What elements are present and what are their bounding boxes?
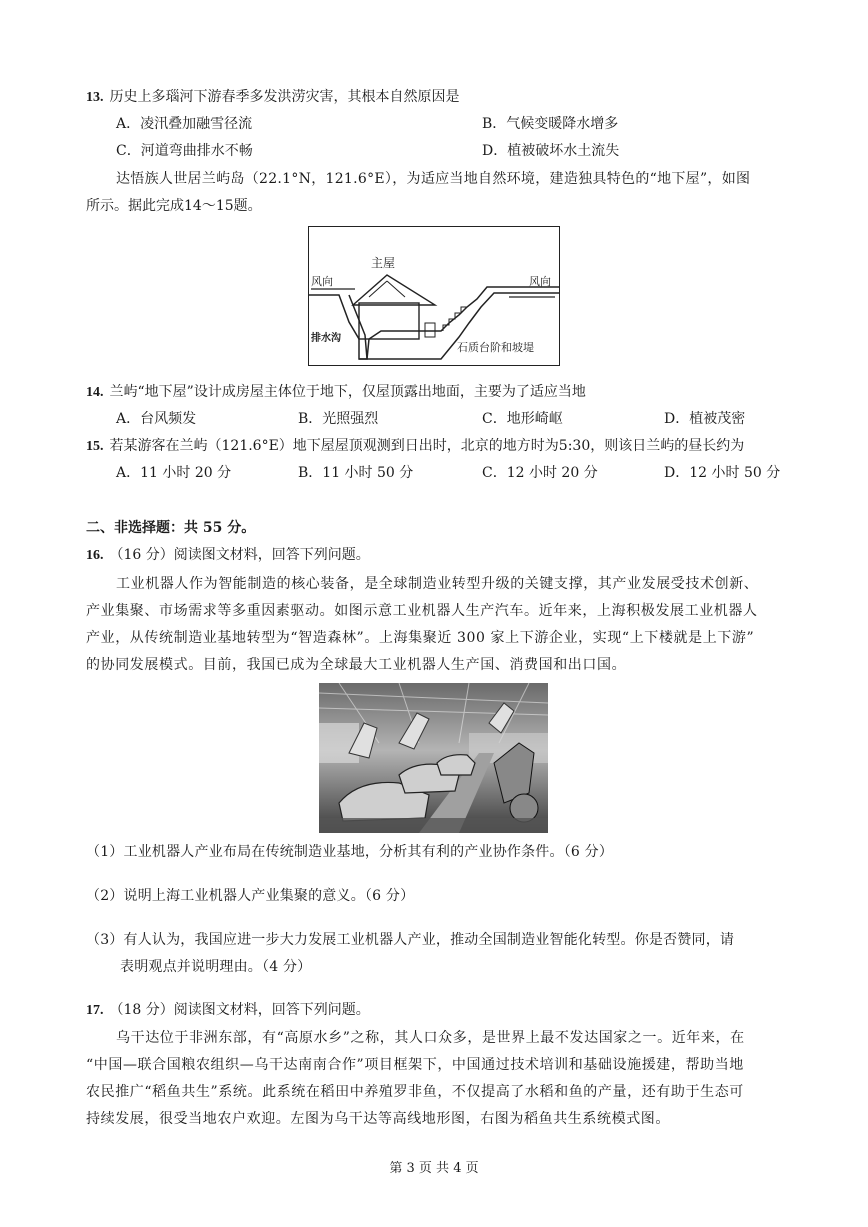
factory-photo-illustration xyxy=(319,683,548,833)
q14-option-c: C．地形崎岖 xyxy=(482,411,563,427)
roof-truss-right xyxy=(387,281,405,297)
robot-car-factory-photo xyxy=(319,683,548,833)
q16-sub1: （1）工业机器人产业布局在传统制造业基地，分析其有利的产业协作条件。（6 分） xyxy=(86,844,614,860)
main-house-body xyxy=(359,303,419,339)
q17-para-line4: 持续发展，很受当地农户欢迎。左图为乌干达等高线地形图，右图为稻鱼共生系统模式图。 xyxy=(86,1111,670,1127)
label-wind-left: 风向 xyxy=(311,275,333,288)
underground-house-figure xyxy=(308,226,560,366)
intro-14-15-line1: 达悟族人世居兰屿岛（22.1°N，121.6°E），为适应当地自然环境，建造独具特色的“地下屋”，如图 xyxy=(116,171,751,187)
q16-para-line1: 工业机器人作为智能制造的核心装备，是全球制造业转型升级的关键支撑，其产业发展受技术创新、 xyxy=(116,576,759,592)
side-hut xyxy=(425,323,435,337)
q15-option-b: B．11 小时 50 分 xyxy=(298,465,414,481)
q16-sub2: （2）说明上海工业机器人产业集聚的意义。（6 分） xyxy=(86,888,415,904)
q14-option-b: B．光照强烈 xyxy=(298,411,379,427)
q15-option-c: C．12 小时 20 分 xyxy=(482,465,598,481)
q14-option-a: A．台风频发 xyxy=(116,411,197,427)
q17-header-line xyxy=(86,1000,370,1021)
q14-stem: 兰屿“地下屋”设计成房屋主体位于地下，仅屋顶露出地面，主要为了适应当地 xyxy=(109,384,586,400)
label-wind-right: 风向 xyxy=(529,275,551,288)
main-house-roof xyxy=(353,275,435,305)
q16-header: （16 分）阅读图文材料，回答下列问题。 xyxy=(109,547,370,563)
q16-number: 16. xyxy=(86,548,104,563)
q14-stem-line xyxy=(86,382,586,403)
q15-option-d: D．12 小时 50 分 xyxy=(664,465,781,481)
q13-option-d: D．植被破坏水土流失 xyxy=(482,143,620,159)
q16-header-line xyxy=(86,545,370,566)
label-main-house: 主屋 xyxy=(371,256,396,270)
q14-number: 14. xyxy=(86,385,104,400)
label-drain: 排水沟 xyxy=(311,333,341,344)
q16-sub3-line2: 表明观点并说明理由。（4 分） xyxy=(120,959,312,975)
q15-stem: 若某游客在兰屿（121.6°E）地下屋屋顶观测到日出时，北京的地方时为5:30，则该日兰屿的昼长约为 xyxy=(109,438,745,454)
section2-heading: 二、非选择题：共 55 分。 xyxy=(86,520,256,536)
q16-para-line2: 产业集聚、市场需求等多重因素驱动。如图示意工业机器人生产汽车。近年来，上海积极发展工业机器人 xyxy=(86,603,758,619)
q17-number: 17. xyxy=(86,1003,104,1018)
q16-para-line3: 产业，从传统制造业基地转型为“智造森林”。上海集聚近 300 家上下游企业，实现“上下楼就是上下游” xyxy=(86,630,755,646)
q16-para-line4: 的协同发展模式。目前，我国已成为全球最大工业机器人生产国、消费国和出口国。 xyxy=(86,657,627,673)
q16-sub3-line1: （3）有人认为，我国应进一步大力发展工业机器人产业，推动全国制造业智能化转型。你是否赞同，请 xyxy=(86,932,735,948)
underground-house-diagram xyxy=(309,227,559,365)
q15-stem-line xyxy=(86,436,744,457)
q13-number: 13. xyxy=(86,90,104,105)
q13-option-a: A．凌汛叠加融雪径流 xyxy=(116,116,253,132)
q17-para-line1: 乌干达位于非洲东部，有“高原水乡”之称，其人口众多，是世界上最不发达国家之一。近年来，在 xyxy=(116,1030,745,1046)
q13-stem-line xyxy=(86,87,460,108)
q15-number: 15. xyxy=(86,439,104,454)
q13-option-b: B．气候变暖降水增多 xyxy=(482,116,619,132)
intro-14-15-line2: 所示。据此完成14～15题。 xyxy=(86,198,262,214)
page-footer: 第 3 页 共 4 页 xyxy=(389,1161,479,1176)
q13-option-c: C．河道弯曲排水不畅 xyxy=(116,143,253,159)
label-steps: 石质台阶和坡堤 xyxy=(457,341,534,354)
q17-para-line3: 农民推广“稻鱼共生”系统。此系统在稻田中养殖罗非鱼，不仅提高了水稻和鱼的产量，还有助于生态可 xyxy=(86,1084,744,1100)
q14-option-d: D．植被茂密 xyxy=(664,411,746,427)
q13-stem: 历史上多瑙河下游春季多发洪涝灾害，其根本自然原因是 xyxy=(109,89,460,105)
q15-option-a: A．11 小时 20 分 xyxy=(116,465,232,481)
q17-para-line2: “中国—联合国粮农组织—乌干达南南合作”项目框架下，中国通过技术培训和基础设施援建，帮助当地 xyxy=(86,1057,744,1073)
q17-header: （18 分）阅读图文材料，回答下列问题。 xyxy=(109,1002,370,1018)
